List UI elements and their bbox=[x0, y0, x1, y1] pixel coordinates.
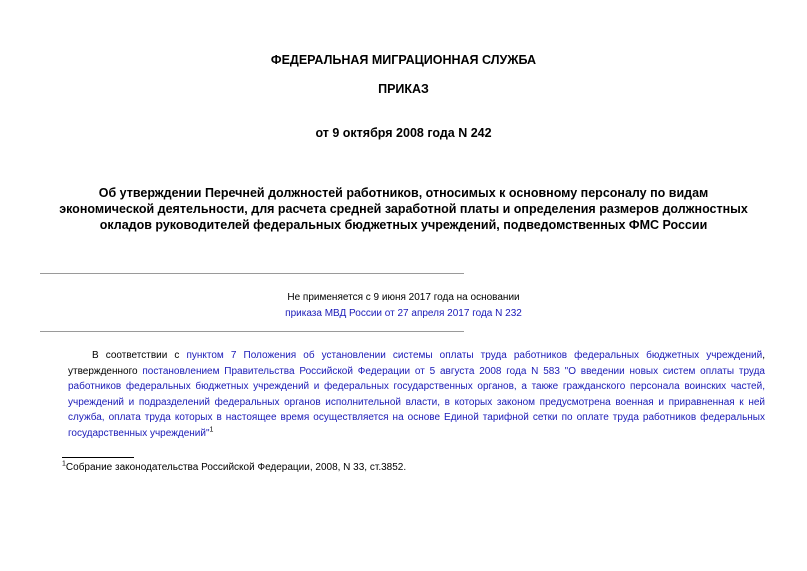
body-link-clause-7[interactable]: пунктом 7 Положения об установлении системы оплаты труда работников федеральных бюджетных учреждений bbox=[186, 350, 763, 361]
footnote-divider bbox=[62, 457, 134, 458]
status-link[interactable]: приказа МВД России от 27 апреля 2017 года N 232 bbox=[285, 308, 522, 319]
document-title: Об утверждении Перечней должностей работников, относимых к основному персоналу по видам экономической деятельности, для расчета средней заработной платы и определения размеров должностных окладов руководителей федеральных бюджетных учреждений, подведомственных ФМС России bbox=[59, 186, 748, 232]
divider-bottom bbox=[40, 331, 464, 332]
divider-top bbox=[40, 273, 464, 274]
footnote-reference[interactable]: 1 bbox=[209, 426, 214, 434]
body-prefix: В соответствии с bbox=[92, 350, 187, 361]
agency-name: ФЕДЕРАЛЬНАЯ МИГРАЦИОННАЯ СЛУЖБА bbox=[270, 53, 537, 67]
document-type: ПРИКАЗ bbox=[378, 82, 429, 96]
body-link-resolution-583[interactable]: постановлением Правительства Российской Федерации от 5 августа 2008 года N 583 "О введении новых систем оплаты труда работников федеральных бюджетных учреждений и федеральных государственных органов, а также гражданского персонала воинских частей, учреждений и подразделений федеральных органов исполнительной власти, в которых законом предусмотрена военная и приравненная к ней служба, оплата труда которых в настоящее время осуществляется на основе Единой тарифной сетки по оплате труда работников федеральных государственных учреждений" bbox=[68, 365, 765, 439]
body-middle: , утвержденного bbox=[68, 350, 765, 377]
footnote-text: Собрание законодательства Российской Федерации, 2008, N 33, ст.3852. bbox=[65, 462, 407, 473]
footnote bbox=[62, 462, 406, 473]
document-date-number: от 9 октября 2008 года N 242 bbox=[315, 126, 492, 140]
status-note: Не применяется с 9 июня 2017 года на основании bbox=[287, 292, 520, 303]
footnote-mark: 1 bbox=[62, 460, 66, 468]
body-paragraph bbox=[68, 348, 765, 442]
